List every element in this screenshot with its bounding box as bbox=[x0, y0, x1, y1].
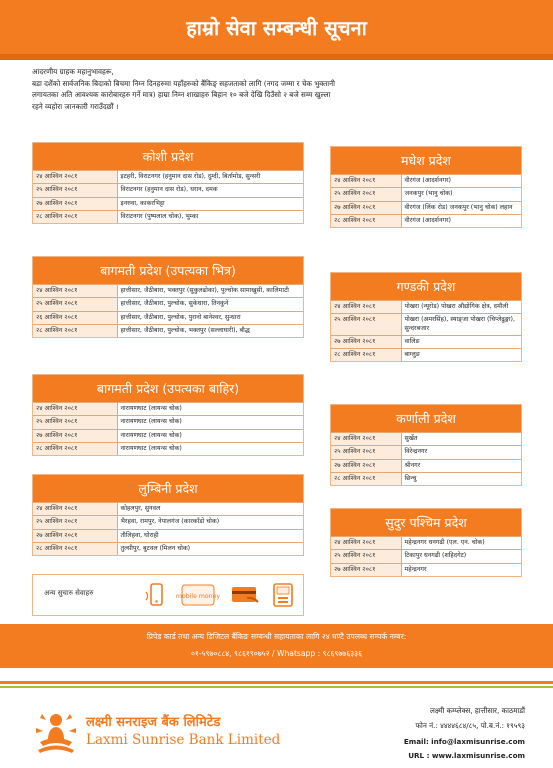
table-row bbox=[33, 311, 303, 324]
date-cell: २४ आश्विन २०८१ bbox=[33, 503, 117, 516]
url-label: URL : bbox=[408, 751, 430, 760]
table-row bbox=[33, 542, 303, 555]
province-card-gandaki bbox=[330, 272, 522, 362]
schedule-table bbox=[331, 536, 521, 576]
province-card-bagmati-outside bbox=[32, 374, 304, 456]
branch-cell: श्रीनगर bbox=[401, 459, 521, 472]
province-title: कर्णाली प्रदेश bbox=[331, 405, 521, 432]
branch-cell: जनकपुर (भानु चोक) bbox=[401, 188, 521, 201]
card-payment-icon bbox=[229, 582, 261, 608]
branch-cell: विराटनगर (पुष्पलाल चोक), भुम्का bbox=[117, 210, 303, 223]
contact-info-text: प्रिपेड कार्ड तथा अन्य डिजिटल बैंकिङ सम्बन्धी सहायताका लागि २४ घण्टै उपलब्ध सम्पर्क नम्बर: bbox=[146, 632, 407, 641]
branch-cell: इटहरी, विराटनगर (हनुमान दास रोड), दुम्दी, बिर्तामोड, सुन्सरी bbox=[117, 171, 303, 184]
date-cell: २७ आश्विन २०८१ bbox=[331, 201, 401, 214]
branch-cell: महेन्द्रनगर धनगढी (एल. एन. चोक) bbox=[401, 537, 521, 550]
date-cell: २८ आश्विन २०८१ bbox=[331, 349, 401, 362]
date-cell: २४ आश्विन २०८१ bbox=[331, 175, 401, 188]
contact-band bbox=[0, 624, 553, 668]
bank-logo-icon bbox=[32, 706, 80, 758]
email-label: Email: bbox=[403, 737, 429, 746]
other-services-box bbox=[32, 574, 304, 616]
branch-cell: महेन्द्रनगर bbox=[401, 563, 521, 576]
province-card-sudurpaschim bbox=[330, 508, 522, 577]
date-cell: २५ आश्विन २०८१ bbox=[33, 416, 117, 429]
province-card-bagmati-inside bbox=[32, 256, 304, 338]
table-row bbox=[33, 197, 303, 210]
table-row bbox=[33, 429, 303, 442]
table-row bbox=[33, 416, 303, 429]
branch-cell: भैरहवा, रामपुर, नेपालगंज (कारकाँडो चोक) bbox=[117, 516, 303, 529]
mobile-money-text: mobile money bbox=[175, 593, 221, 600]
date-cell: २४ आश्विन २०८१ bbox=[331, 433, 401, 446]
date-cell: २५ आश्विन २०८१ bbox=[331, 550, 401, 563]
province-card-madhesh bbox=[330, 146, 522, 228]
date-cell: २७ आश्विन २०८१ bbox=[331, 563, 401, 576]
date-cell: २८ आश्विन २०८१ bbox=[33, 210, 117, 223]
branch-cell: तौलिहवा, घोराही bbox=[117, 529, 303, 542]
table-row bbox=[331, 446, 521, 459]
schedule-table bbox=[331, 300, 521, 361]
table-row bbox=[33, 403, 303, 416]
branch-cell: नारायणघाट (लायन्स चोक) bbox=[117, 403, 303, 416]
branch-cell: हात्तीसार, जैठीबारा, पुल्चोक, भक्तपुर (सल्लाघारी), बौद्ध bbox=[117, 324, 303, 337]
intro-line-3: रहने व्यहोरा जानकारी गराउँदछौं । bbox=[32, 101, 119, 111]
table-row bbox=[331, 459, 521, 472]
date-cell: २५ आश्विन २०८१ bbox=[33, 184, 117, 197]
branch-cell: कोहलपुर, सुनवल bbox=[117, 503, 303, 516]
date-cell: २४ आश्विन २०८१ bbox=[331, 301, 401, 314]
date-cell: २८ आश्विन २०८१ bbox=[33, 442, 117, 455]
date-cell: २४ आश्विन २०८१ bbox=[331, 537, 401, 550]
branch-cell: सुर्खेत bbox=[401, 433, 521, 446]
province-card-karnali bbox=[330, 404, 522, 486]
date-cell: २७ आश्विन २०८१ bbox=[331, 335, 401, 348]
table-row bbox=[331, 301, 521, 314]
branch-cell: वीरगंज (लिंक रोड) जनकपुर (भानु चोक) लहान bbox=[401, 201, 521, 214]
date-cell: २५ आश्विन २०८१ bbox=[331, 188, 401, 201]
branch-cell: नारायणघाट (लायन्स चोक) bbox=[117, 429, 303, 442]
table-row bbox=[331, 472, 521, 485]
table-row bbox=[331, 314, 521, 336]
province-title: बागमती प्रदेश (उपत्यका भित्र) bbox=[33, 257, 303, 284]
schedule-table bbox=[33, 284, 303, 337]
branch-cell: हात्तीसार, जैठीबारा, भक्तपुर (सुकुलढोका), पुल्चोक सामाखुसी, कालिमाटी bbox=[117, 285, 303, 298]
province-title: कोशी प्रदेश bbox=[33, 143, 303, 170]
branch-cell: छिन्चु bbox=[401, 472, 521, 485]
table-row bbox=[331, 433, 521, 446]
table-row bbox=[33, 285, 303, 298]
branch-cell: वीरगंज (आदर्शनगर) bbox=[401, 214, 521, 227]
table-row bbox=[331, 201, 521, 214]
table-row bbox=[331, 349, 521, 362]
bank-name-english: Laxmi Sunrise Bank Limited bbox=[86, 732, 281, 748]
date-cell: २४ आश्विन २०८१ bbox=[33, 285, 117, 298]
page-title: हाम्रो सेवा सम्बन्धी सूचना bbox=[186, 16, 367, 40]
branch-cell: बाग्लुङ bbox=[401, 349, 521, 362]
schedule-table bbox=[33, 402, 303, 455]
intro-line-2: लगायतका अति आवश्यक कारोबारहरु गर्ने मात्र) हाम्रा निम्न शाखाहरु बिहान १० बजे देखि दिउँसो २ बजे सम्म खुल्ला bbox=[32, 90, 331, 100]
table-row bbox=[33, 503, 303, 516]
table-row bbox=[331, 175, 521, 188]
address-line: लक्ष्मी कम्प्लेक्स, हात्तीसार, काठमाडौं bbox=[429, 706, 525, 715]
province-title: सुदुर पश्चिम प्रदेश bbox=[331, 509, 521, 536]
branch-cell: टिकापुर धनगढी (शहिदगेट) bbox=[401, 550, 521, 563]
intro-line-1: बडा दशैंको सार्वजनिक बिदाको बिचमा निम्न दिनहरुमा यहाँहरुको बैंकिङ् सहजताको लागि (नगद जम्मा र चेक भुक्तानी bbox=[32, 78, 335, 88]
province-title: मधेश प्रदेश bbox=[331, 147, 521, 174]
atm-icon bbox=[271, 582, 295, 608]
date-cell: २५ आश्विन २०८१ bbox=[33, 298, 117, 311]
footer-divider-orange bbox=[0, 681, 553, 684]
table-row bbox=[331, 188, 521, 201]
bank-name-nepali: लक्ष्मी सनराइज बैंक लिमिटेड bbox=[86, 715, 221, 730]
branch-cell: वालिङ bbox=[401, 335, 521, 348]
branch-cell: हात्तीसार, जैठीबारा, पुल्चोक, सुकेधारा, तिनकुने bbox=[117, 298, 303, 311]
branch-cell: इनरुवा, काकरभिट्टा bbox=[117, 197, 303, 210]
table-row bbox=[331, 563, 521, 576]
website-link[interactable]: www.laxmisunrise.com bbox=[431, 751, 525, 760]
date-cell: २४ आश्विन २०८१ bbox=[33, 403, 117, 416]
date-cell: २७ आश्विन २०८१ bbox=[33, 429, 117, 442]
branch-cell: हात्तीसार, जैठीबारा, पुल्चोक, पुरानो बानेश्वर, सुन्धारा bbox=[117, 311, 303, 324]
contact-numbers: ०१-५९७०८८४, ९८६१९०७५२ / Whatsapp : ९८६९७७६३३६ bbox=[190, 649, 363, 658]
url-line bbox=[408, 751, 525, 760]
table-row bbox=[33, 442, 303, 455]
table-row bbox=[33, 529, 303, 542]
date-cell: २८ आश्विन २०८१ bbox=[33, 324, 117, 337]
table-row bbox=[33, 171, 303, 184]
email-line bbox=[404, 737, 525, 746]
schedule-table bbox=[33, 502, 303, 555]
branch-cell: पोखरा (अमरसिंह), स्याङ्जा पोखरा (चिप्लेढुङ्गा), सुन्दरबजार bbox=[401, 314, 521, 336]
intro-text bbox=[32, 66, 528, 112]
date-cell: २८ आश्विन २०८१ bbox=[33, 542, 117, 555]
table-row bbox=[33, 324, 303, 337]
table-row bbox=[33, 298, 303, 311]
schedule-table bbox=[331, 432, 521, 485]
province-card-koshi bbox=[32, 142, 304, 224]
footer-divider-green bbox=[0, 686, 553, 688]
branch-cell: तुल्सीपुर, बुटवल (मिलन चोक) bbox=[117, 542, 303, 555]
phone-line: फोन नं.: ४४४४६८४/८५, पो.ब.नं.: १९५९३ bbox=[415, 721, 525, 730]
branch-cell: नारायणघाट (लायन्स चोक) bbox=[117, 442, 303, 455]
date-cell: २८ आश्विन २०८१ bbox=[331, 472, 401, 485]
mobile-money-icon bbox=[175, 582, 221, 608]
table-row bbox=[331, 537, 521, 550]
branch-cell: नारायणघाट (लायन्स चोक) bbox=[117, 416, 303, 429]
branch-cell: वीरगंज (आदर्शनगर) bbox=[401, 175, 521, 188]
date-cell: २५ आश्विन २०८१ bbox=[331, 314, 401, 336]
intro-salutation: आदरणीय ग्राहक महानुभावहरू, bbox=[32, 67, 114, 76]
date-cell: २४ आश्विन २०८१ bbox=[33, 171, 117, 184]
date-cell: २५ आश्विन २०८१ bbox=[33, 516, 117, 529]
date-cell: २७ आश्विन २०८१ bbox=[33, 529, 117, 542]
email-link[interactable]: info@laxmisunrise.com bbox=[431, 737, 525, 746]
table-row bbox=[331, 214, 521, 227]
date-cell: २५ आश्विन २०८१ bbox=[331, 446, 401, 459]
table-row bbox=[33, 184, 303, 197]
table-row bbox=[33, 210, 303, 223]
province-title: गण्डकी प्रदेश bbox=[331, 273, 521, 300]
mobile-banking-icon bbox=[143, 582, 169, 608]
table-row bbox=[331, 550, 521, 563]
date-cell: २६ आश्विन २०८१ bbox=[33, 311, 117, 324]
date-cell: २८ आश्विन २०८१ bbox=[331, 214, 401, 227]
branch-cell: पोखरा (न्यूरोड) पोखरा औद्योगिक क्षेत्र, दमौली bbox=[401, 301, 521, 314]
province-title: लुम्बिनी प्रदेश bbox=[33, 475, 303, 502]
date-cell: २७ आश्विन २०८१ bbox=[331, 459, 401, 472]
table-row bbox=[33, 516, 303, 529]
province-card-lumbini bbox=[32, 474, 304, 556]
branch-cell: विराटनगर (हनुमान दास रोड), धरान, दमक bbox=[117, 184, 303, 197]
date-cell: २७ आश्विन २०८१ bbox=[33, 197, 117, 210]
table-row bbox=[331, 335, 521, 348]
services-label: अन्य सुचारु सेवाहरु bbox=[44, 589, 94, 597]
schedule-table bbox=[331, 174, 521, 227]
header-banner bbox=[0, 0, 553, 60]
province-title: बागमती प्रदेश (उपत्यका बाहिर) bbox=[33, 375, 303, 402]
branch-cell: विरेन्द्रनगर bbox=[401, 446, 521, 459]
schedule-table bbox=[33, 170, 303, 223]
